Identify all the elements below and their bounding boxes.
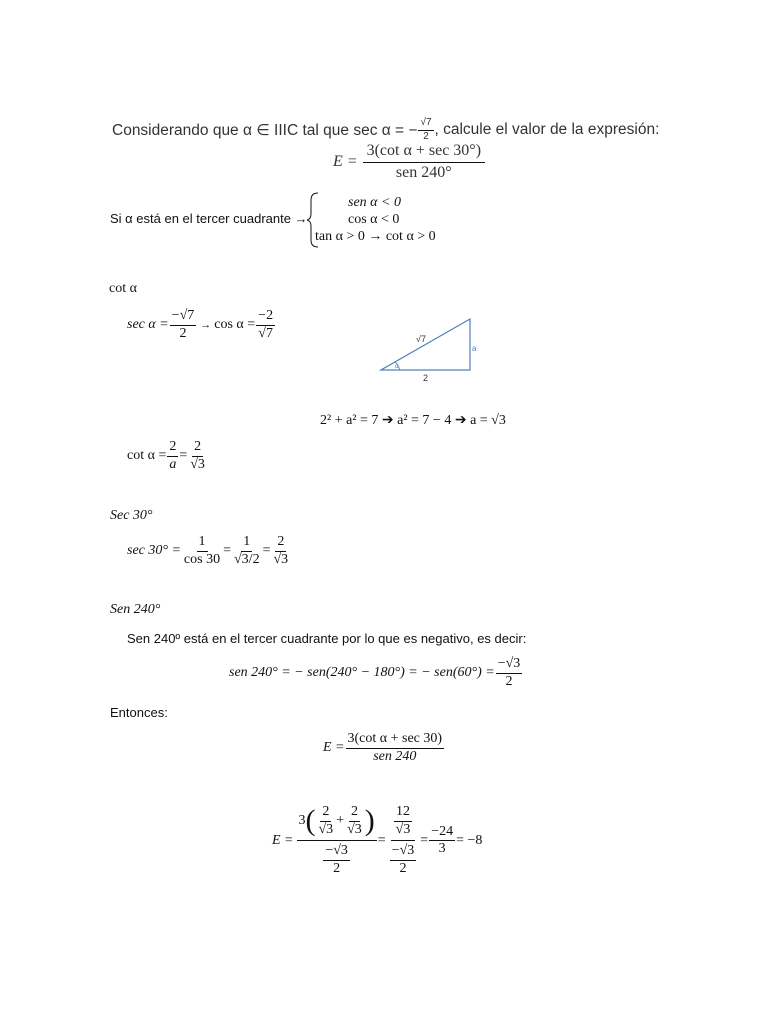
quadrant-label: Si α está en el tercer cuadrante → [110, 211, 308, 226]
big-den-den: 2 [333, 861, 341, 877]
cot-equation: cot α = $\frac{2}{a}$ = $\frac{2}{√3}$ [127, 439, 205, 472]
e-num: 3(cot α + sec 30) [346, 732, 445, 749]
problem-rest: , calcule el valor de la expresión: [434, 121, 660, 138]
problem-sqrt-symbol: √ [420, 117, 426, 128]
sec-lhs: sec α = [127, 317, 169, 333]
mid-den-num: −√3 [390, 844, 417, 861]
problem-den: 2 [423, 130, 429, 142]
f2-num: 2 [349, 805, 360, 822]
sec30-n3: 2 [275, 535, 286, 552]
mid-num-den: √3 [395, 821, 411, 837]
triangle-hyp-label: √7 [416, 334, 426, 344]
triangle-side-label: a [472, 344, 477, 353]
big-num-pre: 3 [298, 812, 306, 828]
problem-text: Considerando que α ∈ IIIC tal que sec α = − [112, 121, 418, 139]
sec30-d2: √3/2 [234, 551, 260, 567]
e-expression [323, 732, 445, 764]
sen240-equation [229, 657, 523, 689]
e-lhs: E = [323, 740, 345, 756]
header-expression [333, 143, 486, 182]
triangle-base-label: 2 [423, 373, 429, 383]
cot-den2: √3 [190, 456, 205, 472]
mid-den-den: 2 [399, 861, 407, 877]
cot-num1: 2 [167, 440, 178, 457]
sec30-n2: 1 [241, 535, 252, 552]
cos-lhs: cos α = [214, 317, 256, 333]
problem-sqrt: 7 [425, 117, 432, 128]
e-den: sen 240 [373, 748, 417, 764]
cot-num2: 2 [192, 440, 203, 457]
sec30-d1: cos 30 [183, 551, 221, 567]
f1-den: √3 [318, 821, 334, 837]
cot-heading: cot α [109, 281, 137, 296]
sen240-text: Sen 240º está en el tercer cuadrante por lo que es negativo, es decir: [127, 631, 527, 646]
final-computation: E = 3 ( $\frac{2}{√3}$ + $\frac{2}{√3}$ ) $\frac{-√3}{2}$ = $\frac{\frac{12}{√3}}{\frac{-√3}{2}}$ = $\frac{-24}{3}$ = −8 [272, 804, 483, 877]
sec30-lhs: sec 30° = [127, 543, 181, 559]
triangle-shape [381, 319, 470, 370]
big-den-num: −√3 [323, 844, 350, 861]
pythagoras-equation: 2² + a² = 7 ➔ a² = 7 − 4 ➔ a = √3 [320, 413, 506, 428]
f2-den: √3 [347, 821, 362, 837]
sec-arrow: → [200, 319, 212, 332]
triangle-angle-label: α [395, 364, 399, 370]
mid-num-num: 12 [394, 805, 412, 822]
sec30-n1: 1 [197, 535, 208, 552]
cos-num: −2 [256, 309, 275, 326]
plus-sign: + [336, 812, 345, 828]
final-result: = −8 [456, 832, 483, 848]
cot-den1: a [169, 456, 177, 472]
cos-den: √7 [258, 325, 273, 341]
expr-den: sen 240° [395, 163, 452, 181]
cot-lhs: cot α = [127, 448, 167, 464]
quadrant-line3: tan α > 0 → cot α > 0 [315, 229, 436, 244]
sen240-heading: Sen 240° [110, 602, 161, 617]
sen240-rhs-den: 2 [505, 673, 513, 689]
expr-num: 3(cot α + sec 30°) [363, 143, 485, 163]
big-lhs: E = [272, 832, 294, 848]
expr-lhs: E = [333, 153, 358, 171]
sen240-rhs-num: −√3 [496, 657, 523, 674]
problem-fraction [418, 118, 433, 142]
entonces-label: Entonces: [110, 705, 168, 720]
problem-statement [112, 118, 659, 142]
sec30-equation: sec 30° = $\frac{1}{\cos 30}$ = $\frac{1}{√3/2}$ = $\frac{2}{√3}$ [127, 534, 289, 567]
quadrant-line2: cos α < 0 [348, 212, 400, 227]
sec30-d3: √3 [273, 551, 289, 567]
quadrant-line1: sen α < 0 [348, 195, 401, 210]
sec-num: −√7 [170, 309, 197, 326]
r-num: −24 [429, 825, 455, 842]
sec-den: 2 [179, 325, 187, 341]
sen240-eq-text: sen 240° = − sen(240° − 180°) = − sen(60°) = [229, 665, 495, 681]
r-den: 3 [438, 841, 446, 857]
sec30-heading: Sec 30° [110, 508, 153, 523]
sec-equation [127, 309, 276, 341]
f1-num: 2 [320, 805, 331, 822]
right-triangle-diagram [376, 314, 486, 386]
